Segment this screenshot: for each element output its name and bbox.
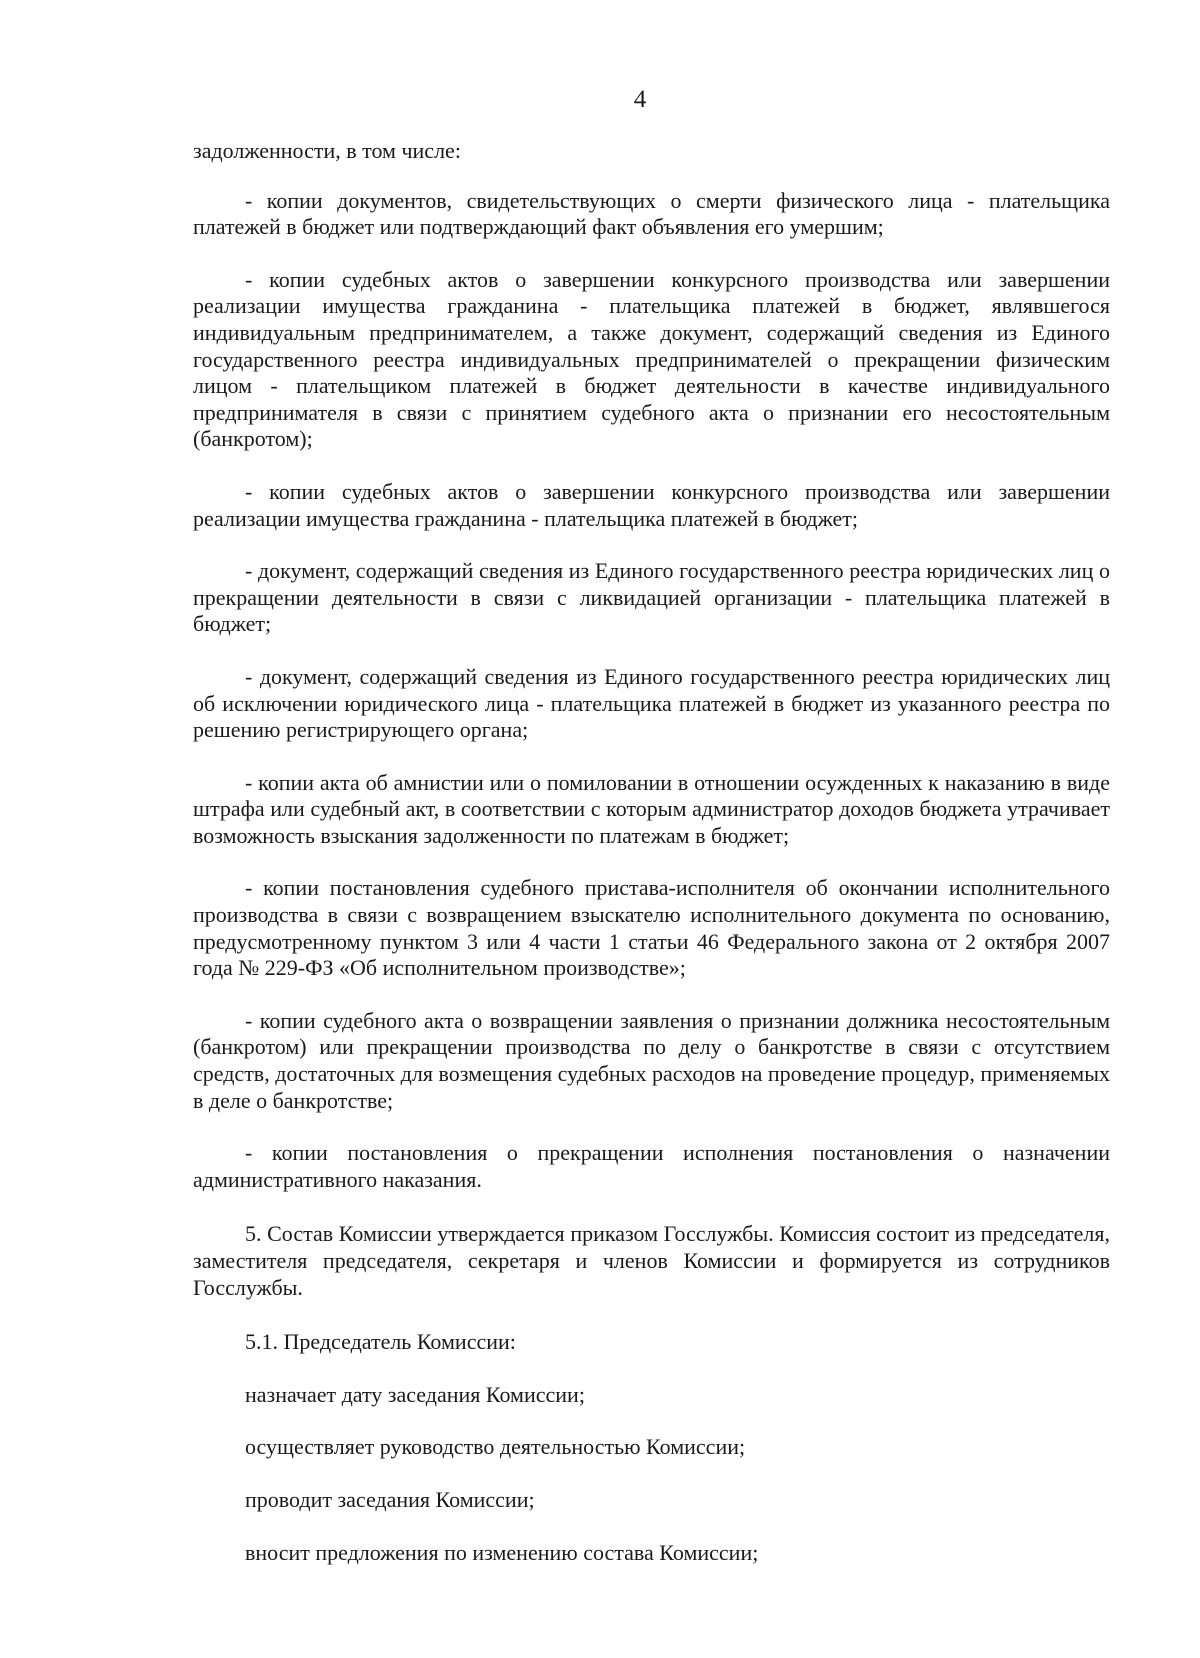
list-item-returned-application: - копии судебного акта о возвращении заявления о признании должника несостоятельным (банкротом) или прекращении производства по делу о банкротстве в связи с отсутствием средств, достаточных для возмещения судебных расходов на проведение процедур, применяемых в деле о банкротстве; [193,1007,1110,1113]
list-item-bailiff-resolution: - копии постановления судебного пристава-исполнителя об окончании исполнительного производства в связи с возвращением взыскателю исполнительного документа по основанию, предусмотренному пунктом 3 или 4 части 1 статьи 46 Федерального закона от 2 октября 2007 года № 229-ФЗ «Об исполнительном производстве»; [193,875,1110,981]
list-item-liquidation: - документ, содержащий сведения из Единого государственного реестра юридических лиц о прекращении деятельности в связи с ликвидацией организации - плательщика платежей в бюджет; [193,558,1110,637]
lead-text: задолженности, в том числе: [193,138,461,163]
list-item-bankruptcy-entrepreneur: - копии судебных актов о завершении конкурсного производства или завершении реализации имущества гражданина - плательщика платежей в бюджет, являвшегося индивидуальным предпринимателем, а также документ, содержащий сведения из Единого государственного реестра индивидуальных предпринимателей о прекращении физическим лицом - плательщиком платежей в бюджет деятельности в качестве индивидуального предпринимателя в связи с принятием судебного акта о признании его несостоятельным (банкротом); [193,266,1110,452]
list-item-termination-of-penalty: - копии постановления о прекращении исполнения постановления о назначении административного наказания. [193,1140,1110,1192]
list-item-bankruptcy-citizen: - копии судебных актов о завершении конкурсного производства или завершении реализации имущества гражданина - плательщика платежей в бюджет; [193,478,1110,531]
document-body [193,138,1110,1592]
chairman-duty: осуществляет руководство деятельностью Комиссии; [245,1434,746,1460]
section-5-paragraph: 5. Состав Комиссии утверждается приказом Госслужбы. Комиссия состоит из председателя, заместителя председателя, секретаря и членов Комиссии и формируется из сотрудников Госслужбы. [193,1221,1110,1300]
section-5-1-heading: 5.1. Председатель Комиссии: [245,1329,516,1355]
list-item-death-documents: - копии документов, свидетельствующих о смерти физического лица - плательщика платежей в бюджет или подтверждающий факт объявления его умершим; [193,187,1110,240]
chairman-duty: вносит предложения по изменению состава Комиссии; [245,1539,759,1565]
chairman-duty: назначает дату заседания Комиссии; [245,1381,585,1407]
chairman-duty: проводит заседания Комиссии; [245,1486,535,1512]
list-item-amnesty: - копии акта об амнистии или о помиловании в отношении осужденных к наказанию в виде штрафа или судебный акт, в соответствии с которым администратор доходов бюджета утрачивает возможность взыскания задолженности по платежам в бюджет; [193,769,1110,848]
list-item-exclusion-from-register: - документ, содержащий сведения из Единого государственного реестра юридических лиц об исключении юридического лица - плательщика платежей в бюджет из указанного реестра по решению регистрирующего органа; [193,663,1110,743]
page-number: 4 [633,86,647,113]
